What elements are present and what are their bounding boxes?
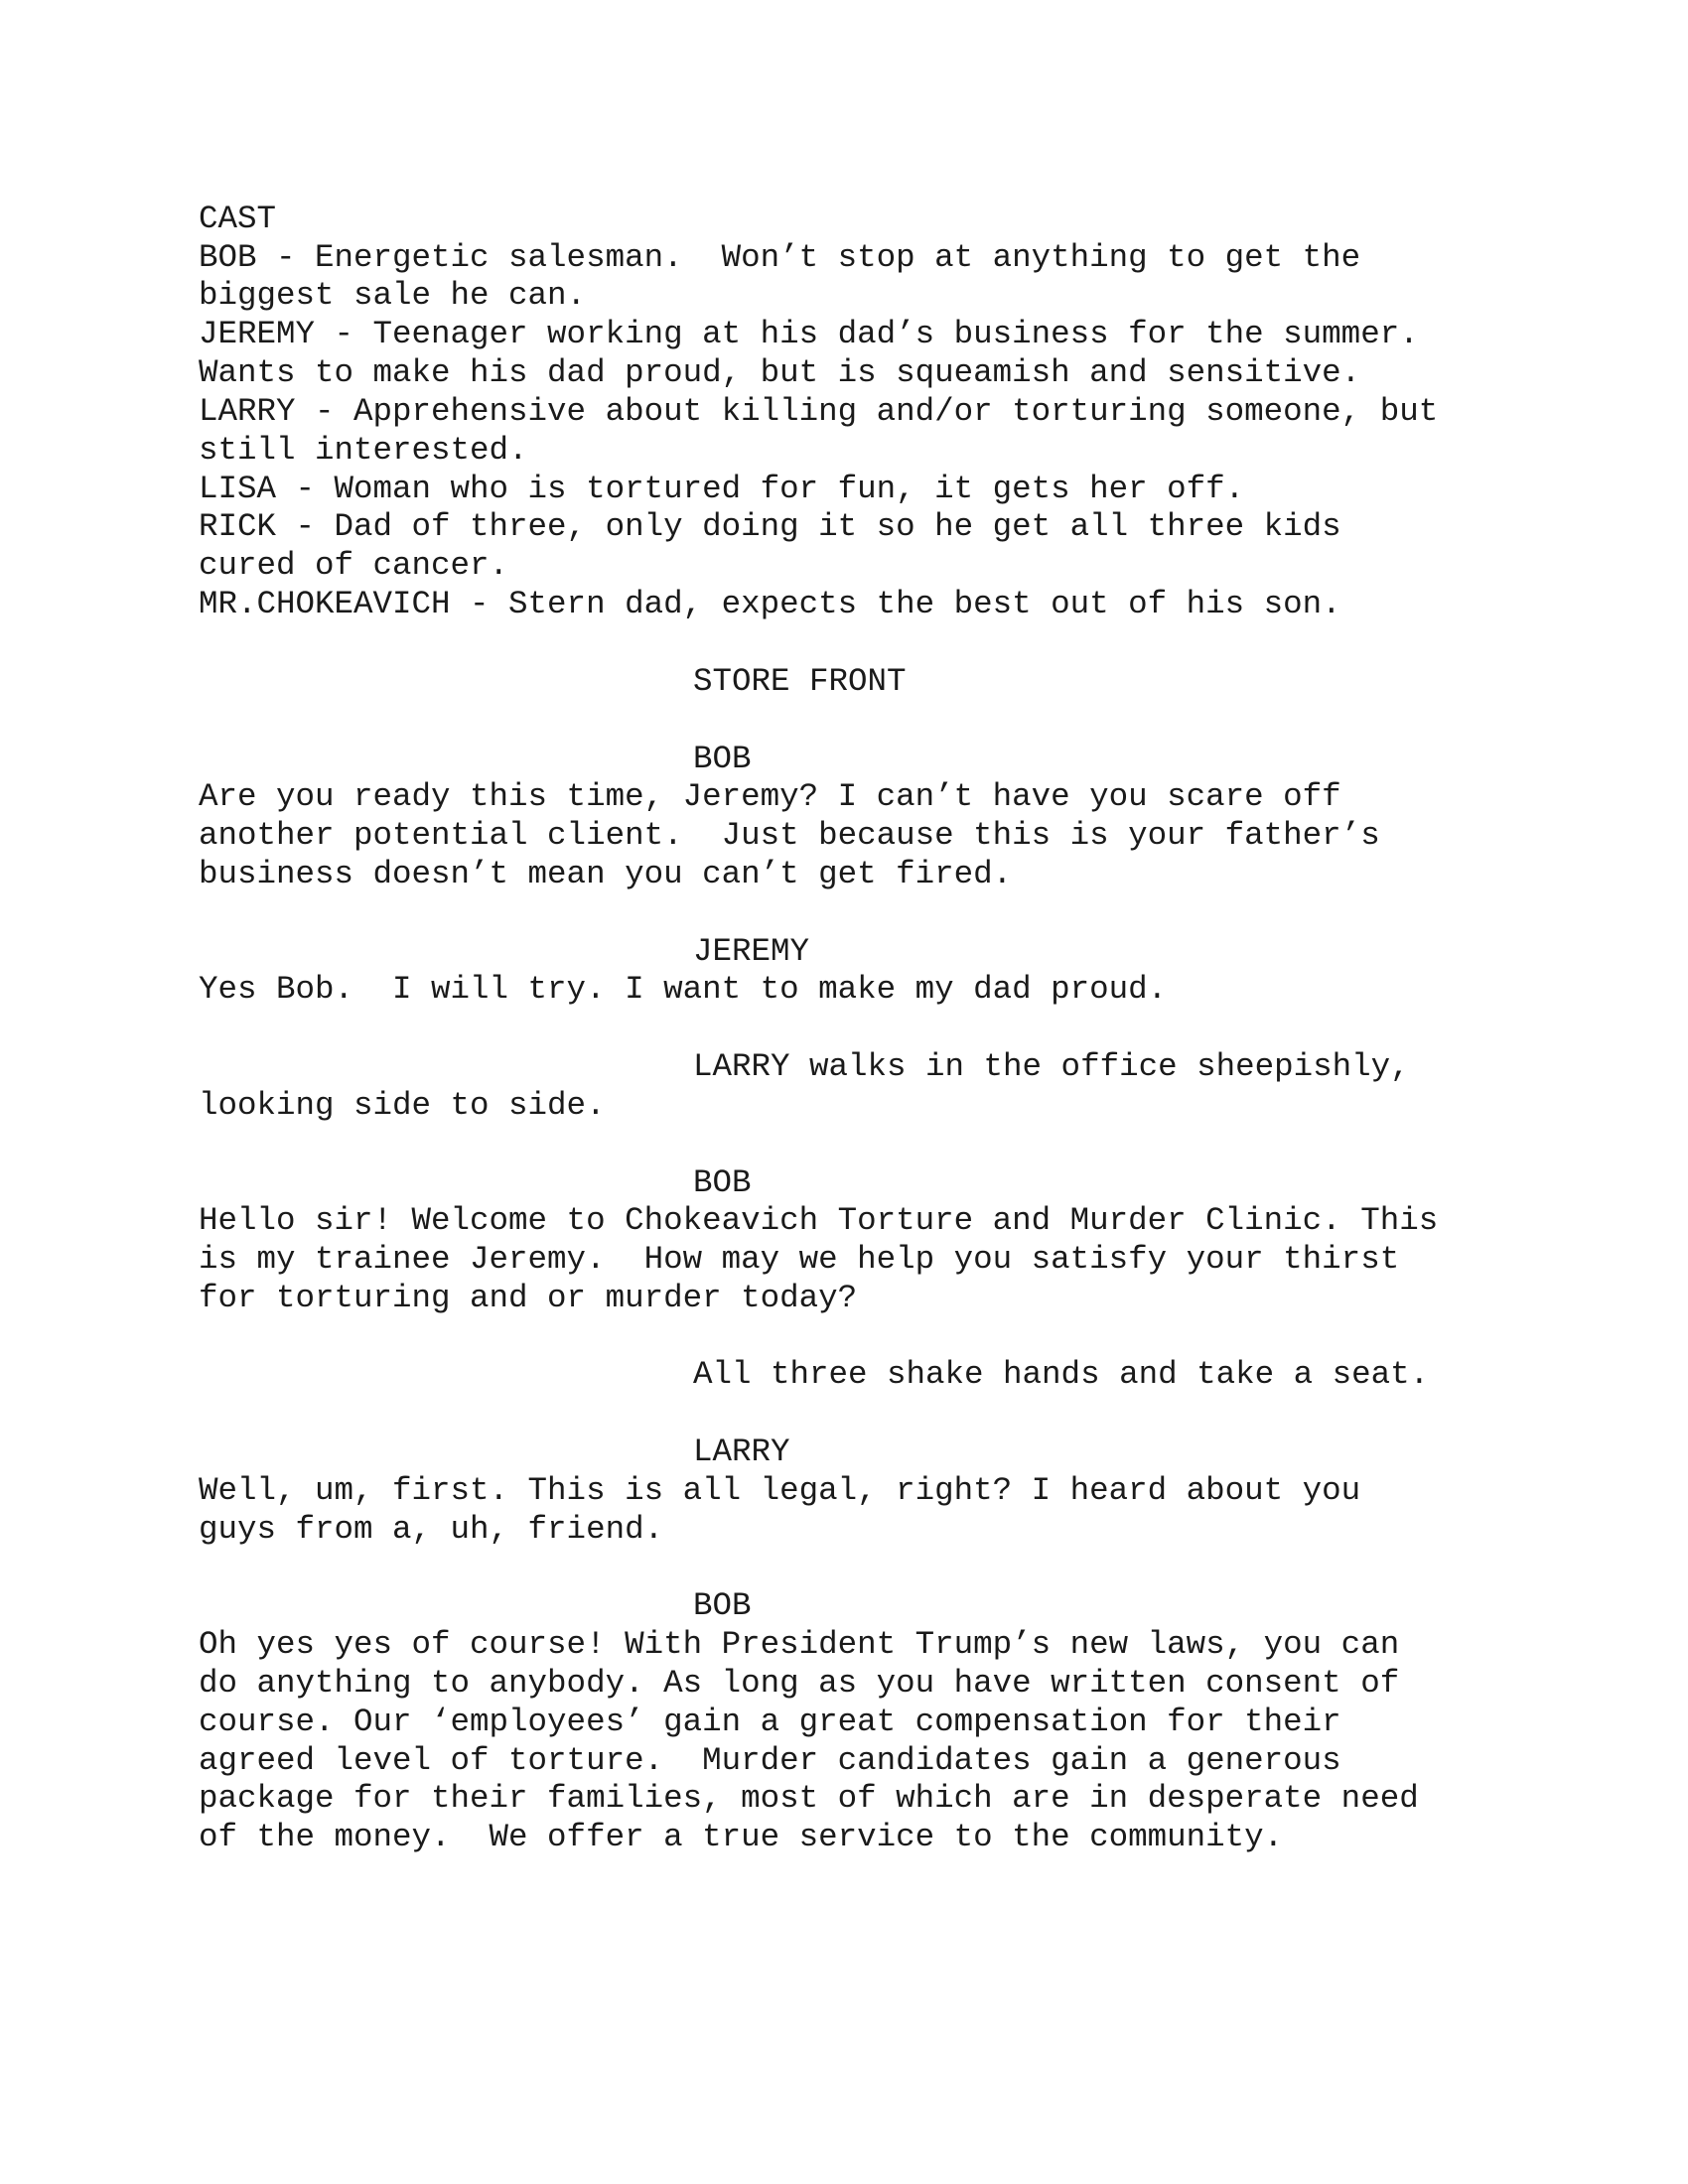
dialogue-line: business doesn’t mean you can’t get fired. [199,856,1013,892]
dialogue-line: package for their families, most of which are in desperate need [199,1780,1419,1817]
dialogue-line: Yes Bob. I will try. I want to make my dad proud. [199,971,1168,1008]
character-cue: JEREMY [693,933,810,970]
character-cue: BOB [693,1587,752,1624]
dialogue-line: course. Our ‘employees’ gain a great compensation for their [199,1704,1341,1740]
cast-line: RICK - Dad of three, only doing it so he get all three kids [199,508,1341,545]
cast-line: LISA - Woman who is tortured for fun, it gets her off. [199,471,1245,507]
action-line: All three shake hands and take a seat. [693,1356,1430,1393]
dialogue-line: of the money. We offer a true service to the community. [199,1819,1284,1855]
cast-line: JEREMY - Teenager working at his dad’s business for the summer. [199,316,1419,352]
dialogue-line: Are you ready this time, Jeremy? I can’t have you scare off [199,778,1341,815]
cast-heading: CAST [199,201,277,237]
cast-line: BOB - Energetic salesman. Won’t stop at anything to get the [199,239,1361,276]
dialogue-line: guys from a, uh, friend. [199,1511,664,1548]
cast-line: MR.CHOKEAVICH - Stern dad, expects the best out of his son. [199,586,1341,622]
action-line: LARRY walks in the office sheepishly, [693,1048,1410,1085]
scene-heading: STORE FRONT [693,663,907,700]
dialogue-line: do anything to anybody. As long as you have written consent of [199,1665,1400,1702]
dialogue-line: is my trainee Jeremy. How may we help you satisfy your thirst [199,1241,1400,1278]
dialogue-line: another potential client. Just because this is your father’s [199,817,1380,854]
dialogue-line: Well, um, first. This is all legal, right? I heard about you [199,1472,1361,1509]
cast-line: cured of cancer. [199,547,509,584]
dialogue-line: agreed level of torture. Murder candidates gain a generous [199,1742,1341,1779]
character-cue: BOB [693,741,752,777]
cast-line: Wants to make his dad proud, but is squeamish and sensitive. [199,354,1361,391]
dialogue-line: Hello sir! Welcome to Chokeavich Torture and Murder Clinic. This [199,1202,1439,1239]
character-cue: LARRY [693,1433,790,1470]
action-line: looking side to side. [199,1087,606,1124]
character-cue: BOB [693,1164,752,1201]
dialogue-line: for torturing and or murder today? [199,1280,858,1316]
cast-line: still interested. [199,432,528,469]
dialogue-line: Oh yes yes of course! With President Trump’s new laws, you can [199,1626,1400,1663]
cast-line: biggest sale he can. [199,277,587,314]
cast-line: LARRY - Apprehensive about killing and/or torturing someone, but [199,393,1439,430]
